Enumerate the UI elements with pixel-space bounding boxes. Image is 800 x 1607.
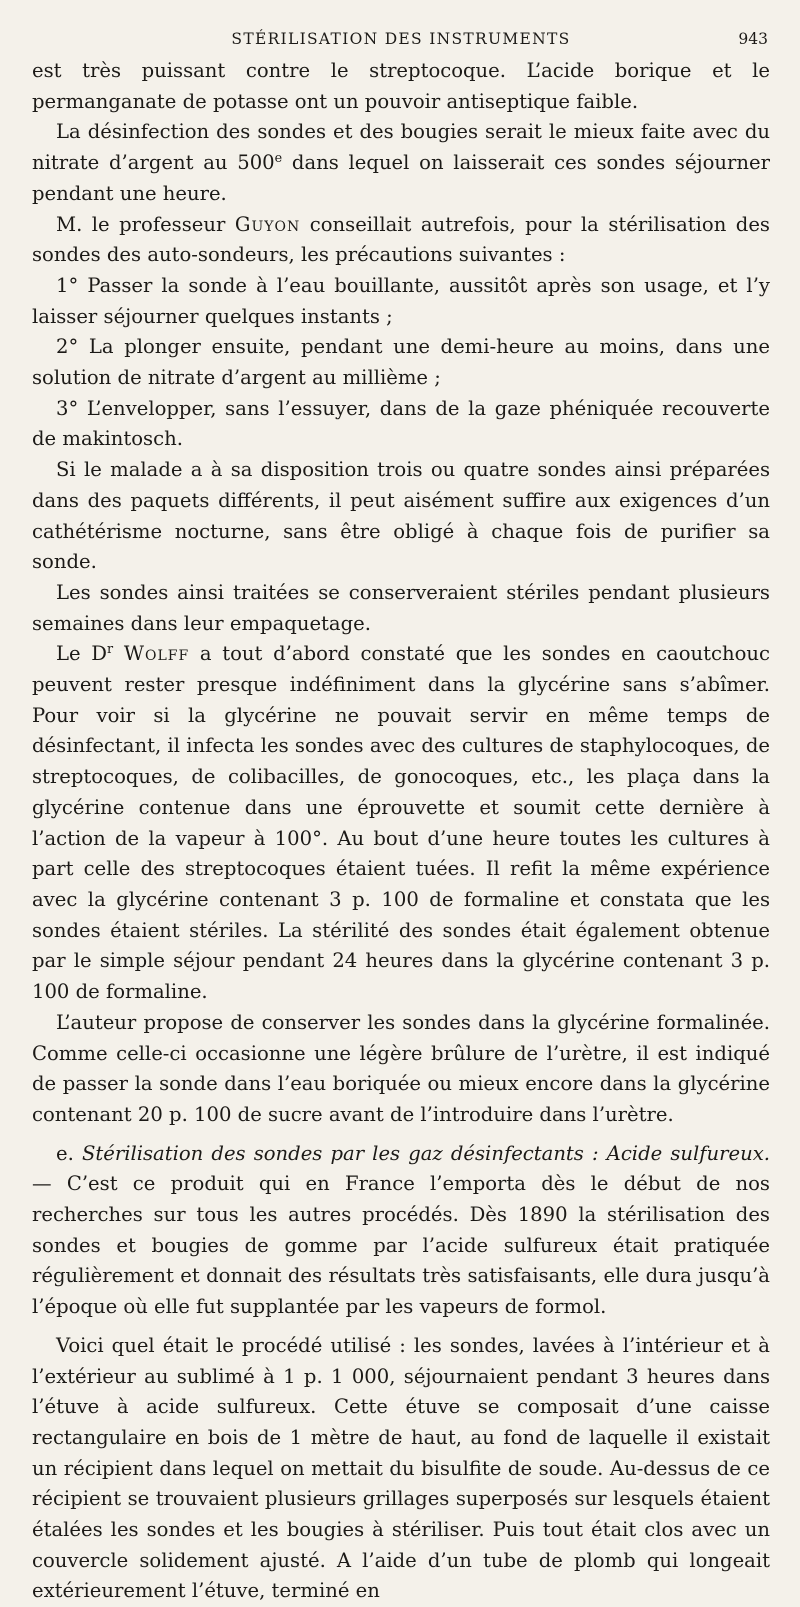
author-name: Wolff xyxy=(123,642,190,666)
paragraph xyxy=(32,1008,770,1131)
running-header xyxy=(32,22,770,56)
paragraph xyxy=(32,117,770,209)
paragraph-text: — C’est ce produit qui en France l’emporta dès le début de nos recherches sur tous les autres procédés. Dès 1890 la stérilisation des sondes et bougies de gomme par l’acide sulfureux était pratiquée régulièrement et donnait des résultats très satisfaisants, elle dura jusqu’à l’époque où elle fut supplantée par les vapeurs de formol. xyxy=(32,1172,770,1319)
paragraph xyxy=(32,578,770,639)
paragraph-text: L’auteur propose de conserver les sondes dans la glycérine formalinée. Comme celle-ci occasionne une légère brûlure de l’urètre, il est indiqué de passer la sonde dans l’eau boriquée ou mieux encore dans la glycérine contenant 20 p. 100 de sucre avant de l’introduire dans l’urètre. xyxy=(32,1010,770,1126)
superscript: r xyxy=(107,642,114,658)
paragraph-prefix: M. le professeur xyxy=(56,212,235,236)
paragraph-text: 1° Passer la sonde à l’eau bouillante, aussitôt après son usage, et l’y laisser séjourner quelques instants ; xyxy=(32,273,770,328)
section-letter: e. xyxy=(56,1141,82,1165)
paragraph xyxy=(32,1331,770,1607)
author-name: Guyon xyxy=(234,212,301,236)
paragraph-text-continued: dans lequel on laisserait ces sondes séjourner pendant une heure. xyxy=(32,151,770,205)
paragraph-text: conseillait autrefois, pour la stérilisation des sondes des auto-sondeurs, les précautions suivantes : xyxy=(32,212,770,267)
paragraph xyxy=(32,56,770,117)
list-item xyxy=(32,332,770,393)
section-paragraph xyxy=(32,1139,770,1323)
body-text xyxy=(32,56,770,1607)
paragraph-text: est très puissant contre le streptocoque. L’acide borique et le permanganate de potasse ont un pouvoir antiseptique faible. xyxy=(32,59,770,113)
page-number: 943 xyxy=(738,30,768,48)
paragraph-text: a tout d’abord constaté que les sondes en caoutchouc peuvent rester presque indéfiniment dans la glycérine sans s’abîmer. Pour voir si la glycérine ne pouvait servir en même temps de désinfectant, il infecta les sondes avec des cultures de staphylocoques, de streptocoques, de colibacilles, de gonocoques, etc., les plaça dans la glycérine contenue dans une éprouvette et soumit cette dernière à l’action de la vapeur à 100°. Au bout d’une heure toutes les cultures à part celle des streptocoques étaient tuées. Il refit la même expérience avec la glycérine contenant 3 p. 100 de formaline et constata que les sondes étaient stériles. La stérilité des sondes était également obtenue par le simple séjour pendant 24 heures dans la glycérine contenant 3 p. 100 de formaline. xyxy=(32,642,770,1004)
paragraph-text: Les sondes ainsi traitées se conserveraient stériles pendant plusieurs semaines dans leur empaquetage. xyxy=(32,580,770,635)
paragraph-text: La désinfection des sondes et des bougies serait le mieux faite avec du nitrate d’argent au 500 xyxy=(32,120,770,175)
paragraph-text: 2° La plonger ensuite, pendant une demi-heure au moins, dans une solution de nitrate d’argent au millième ; xyxy=(32,335,770,390)
list-item xyxy=(32,394,770,455)
paragraph xyxy=(32,455,770,578)
paragraph xyxy=(32,639,770,1007)
paragraph-text: Si le malade a à sa disposition trois ou quatre sondes ainsi préparées dans des paquets différents, il peut aisément suffire aux exigences d’un cathétérisme nocturne, sans être obligé à chaque fois de purifier sa sonde. xyxy=(32,458,770,574)
paragraph-text: 3° L’envelopper, sans l’essuyer, dans de la gaze phéniquée recouverte de makintosch. xyxy=(32,396,770,451)
superscript: e xyxy=(274,151,283,167)
section-heading: Stérilisation des sondes par les gaz désinfectants : Acide sulfureux. xyxy=(81,1141,770,1165)
running-title: STÉRILISATION DES INSTRUMENTS xyxy=(231,30,571,48)
paragraph-prefix: Le D xyxy=(56,642,108,666)
paragraph-text: Voici quel était le procédé utilisé : les sondes, lavées à l’intérieur et à l’extérieur au sublimé à 1 p. 1 000, séjournaient pendant 3 heures dans l’étuve à acide sulfureux. Cette étuve se composait d’une caisse rectangulaire en bois de 1 mètre de haut, au fond de laquelle il existait un récipient dans lequel on mettait du bisulfite de soude. Au-dessus de ce récipient se trouvaient plusieurs grillages superposés sur lesquels étaient étalées les sondes et les bougies à stériliser. Puis tout était clos avec un couvercle solidement ajusté. A l’aide d’un tube de plomb qui longeait extérieurement l’étuve, terminé en xyxy=(32,1333,770,1603)
list-item xyxy=(32,271,770,332)
paragraph xyxy=(32,210,770,271)
